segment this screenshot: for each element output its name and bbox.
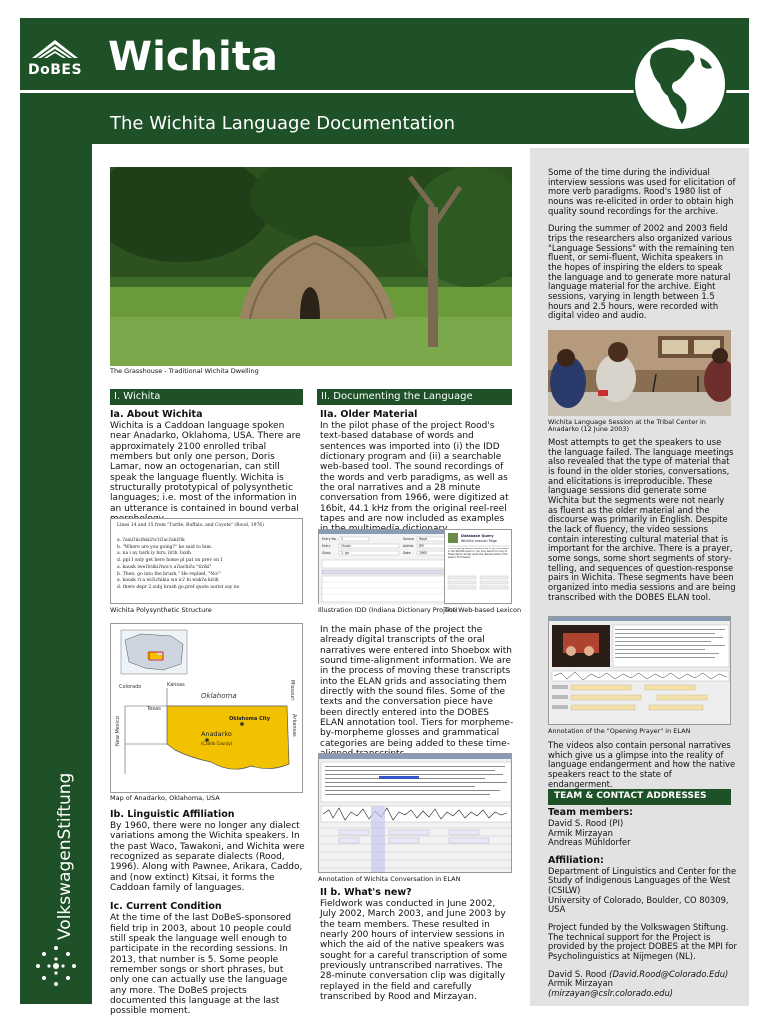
lexicon-screenshot [444,529,512,604]
idd-window [319,530,463,605]
structure-caption: Wichita Polysynthetic Structure [110,606,212,614]
map-drawing [111,624,304,794]
language-session-photo [548,330,731,416]
map-label-colorado: Colorado [119,684,142,690]
prayer-caption: Annotation of the "Opening Prayer" in ELAN [548,727,691,735]
prayer-elan-window [549,617,731,725]
affiliation-address: University of Colorado, Boulder, CO 80309, USA [548,894,729,915]
idd-label: Date [403,551,411,555]
map-label-anadarko: Anadarko [201,730,232,738]
idd-label: Gloss [322,551,331,555]
section-1a-text: Wichita is a Caddoan language spoken near Anadarko, Oklahoma, USA. There are approximately 2100 enrolled tribal members but only one person, Doris Lamar, now an octogenarian, can still speak the language fluently. Wichita is structurally prototypical of polysynthetic languages; i.e. most of the information in an utterance is contained in bound verbal [110,420,301,514]
idd-value: 1965 [419,551,428,555]
idd-value: Rood [419,537,427,541]
right-paragraph-3: Most attempts to get the speakers to use the language failed. The language meetings also revealed that the type of material that is found in the older stories, conversations, and elicitations is irreproducible. These language sessions did generate some Wichita but the segments were not nearly as fluent as the older material and the discourse was primarily in English. Despite the lack of fluency, the video sessions contain interesting cultural material that is important for the archive. There is a prayer, some songs, some short segments of story-telling, and sequences of question-response pairs in Wichita. These segments have been organized into media sessions and are being transcribed with the DOBES ELAN tool. [548,437,736,602]
idd-value: DR [419,544,424,548]
elan-conversation-screenshot [318,753,512,873]
section-2-main [320,625,514,759]
contact-1-email[interactable]: (David.Rood@Colorado.Edu) [609,968,729,979]
lexicon-page [445,530,513,605]
idd-label: Entry No. [322,537,337,541]
structure-line: a. kausk iweʔiriikiʔiwa's aʔiachiʔa "tiriki" [117,564,212,570]
structure-line: d. ppl I only get here home pl pat on prev on I [117,558,223,563]
structure-line: b. Then, go into the brush," He replied, "No!" [117,571,221,577]
structure-line: a. ʔaxiiʔiicihkiiʔicʔiʔacʔakiɁik [117,537,185,543]
section-2b [320,888,514,1002]
idd-label: Author [403,544,414,548]
map-label-county: (Caddo County) [201,741,233,746]
right-paragraph-4: The videos also contain personal narratives which give us a glimpse into the reality of language endangerment and how the native speakers react to the state of endangerment. [548,740,736,789]
affiliation-text: Department of Linguistics and Center for the Study of Indigenous Languages of the West (CSILW) [548,865,737,896]
section-2b-text: Fieldwork was conducted in June 2002, July 2002, March 2003, and June 2003 by the team members. These resulted in nearly 200 hours of interview sessions in which the aid of the native speakers was sought for a careful transcription of some previously untranscribed narratives. The 28-minute conversation clip was digitally replayed in the field and carefully transcribed by Rood and Mirzayan. [320,898,508,1003]
map-label-new-mexico: New Mexico [115,716,121,746]
anadarko-map [110,623,303,793]
section-1c-heading: Ic. Current Condition [110,901,222,913]
team-section [548,808,738,999]
map-label-texas: Texas [147,706,161,712]
idd-screenshot [318,529,462,604]
map-label-oklahoma: Oklahoma [201,692,237,700]
globe-icon [630,34,730,134]
section-1b-heading: Ib. Linguistic Affiliation [110,809,235,820]
section-2a-heading: IIa. Older Material [320,409,418,420]
structure-line: a. kausk ri a wiʔichikia wa icʔ hi wakʔa kirih [117,578,219,584]
right-paragraph-1: Some of the time during the individual interview sessions was used for elicitation of more verb paradigms. Rood's 1980 list of nouns was re-elicited in order to obtain high quality sound recordings for the archive. [548,167,736,216]
team-member: Andreas Mühldorfer [548,837,631,848]
right-middle [548,438,736,602]
idd-value: 1. go [341,551,350,555]
section-1b-text: By 1960, there were no longer any dialect variations among the Wichita speakers. In the past Waco, Tawakoni, and Wichita were recognized as separate dialects (Rood, 1996). Along with Pawnee, Arikara, Caddo, and (now extinct) Kitsai, it forms the Caddoan family of languages. [110,820,305,893]
section-1bc [110,810,305,1017]
page-title: Wichita [108,34,278,80]
section-2b-heading: II b. What's new? [320,887,412,898]
structure-line: d. there depr 2.subj brush go.pref quote aorist say no [117,585,240,590]
section-1c-text: At the time of the last DoBeS-sponsored field trip in 2003, about 10 people could still speak the language well enough to participate in the recording sessions. In 2013, that number is 5. Some people remember songs or short phrases, but only one can actually use the language any more. The DoBeS projects documented this language at the last possible moment. [110,913,292,1017]
volkswagen-stiftung-logo: VolkswagenStiftung [55,772,75,940]
volkswagen-dots-icon [34,944,78,988]
section-2-main-text: In the main phase of the project the already digital transcripts of the oral narratives were entered into Shoebox with sound time-alignment information. We are in the process of moving these transcripts into the ELAN grids and associating them directly with the sound files. Some of the texts and the conversation piece have been directly entered into the DOBES ELAN annotation tool. Tiers for morpheme-by-morpheme glosses and grammatical categories are being added to these time- [320,625,514,749]
dobes-logo-text: DoBES [27,62,83,78]
idd-caption: Illustration IDD (Indiana Dictionary Project) [318,606,458,614]
section-1a [110,410,305,524]
contact-line-2 [548,979,738,998]
funding-text: Project funded by the Volkswagen Stiftung. The technical support for the Project is provided by the project DOBES at the MPI for Psycholinguistics at Nijmegen (NL). [548,922,737,962]
contact-2-email[interactable]: (mirzayan@cslr.colorado.edu) [548,988,674,999]
section-1a-heading: Ia. About Wichita [110,409,203,420]
session-caption: Wichita Language Session at the Tribal Center in Anadarko (12 June 2003) [548,418,706,434]
affiliation-heading: Affiliation: [548,854,604,866]
contact-1-name: David S. Rood [548,968,607,979]
contact-2-name: Armik Mirzayan [548,978,613,989]
elan-window [319,754,512,873]
lexicon-title: Database Query [461,534,494,538]
idd-value: 1 [341,537,344,541]
right-lower [548,741,736,789]
lexicon-subtitle: Wichita Lexicon Page [461,539,497,543]
idd-label: Entry [322,544,331,548]
team-members-heading: Team members: [548,807,633,818]
section-2a-text: In the pilot phase of the project Rood's text-based database of words and sentences was imported into (i) the IDD dictionary program and (ii) a searchable web-based tool. The sound recordings of the words and verb paradigms, as well as the oral narratives and a 28 minute conversation from 1966, were digitized at 16bit, 44.1 kHz from the original reel-reel tapes and are now included as examples [320,420,509,525]
team-member: David S. Rood (PI) [548,817,624,828]
idd-value: ʔiicaki [341,544,351,548]
prayer-elan-screenshot [548,616,731,725]
team-member: Armik Mirzayan [548,827,613,838]
map-caption: Map of Anadarko, Oklahoma, USA [110,794,220,802]
right-paragraph-2: During the summer of 2002 and 2003 field trips the researchers also organized various "Language Sessions" with the remaining ten fluent, or semi-fluent, Wichita speakers in the hopes of inspiring the elders to speak the language and to generate more natural language material for the archive. Eight sessions, varying in length between 1.5 hours and 2.5 hours, were recorded with digital video and audio. [548,223,735,321]
section-1-header: I. Wichita [110,389,303,405]
map-label-kansas: Kansas [167,682,185,688]
lexicon-body: The following table provides a list of all information in the Wichita Lexicon. You may search for any of these items; simply enter the desired parts in the search form below. [448,548,510,559]
idd-label: Source [403,537,414,541]
grasshouse-photo [110,167,512,366]
lexicon-caption: The Web-based Lexicon [444,606,522,614]
section-2a [320,410,515,535]
right-intro [548,168,736,321]
map-label-arkansas: Arkansas [291,714,297,737]
elan-conversation-caption: Annotation of Wichita Conversation in ELAN [318,875,461,883]
structure-title: Lines 14 and 15 from "Turtle, Buffalo, and Coyote" (Rood, 1976) [117,523,264,528]
map-label-oklahoma-city: Oklahoma City [229,716,271,722]
polysynthetic-structure-figure [110,518,303,604]
section-2-header: II. Documenting the Language [317,389,512,405]
team-contact-header: TEAM & CONTACT ADDRESSES [548,789,731,805]
structure-line: a. na i ay hark iy hiru ʔirih ʔaxih [117,551,191,557]
grasshouse-caption: The Grasshouse - Traditional Wichita Dwelling [110,367,259,375]
map-label-missouri: Missouri [289,680,295,701]
page-subtitle: The Wichita Language Documentation [110,113,456,134]
structure-line: b. "Where are you going?" he said to him. [117,544,213,550]
